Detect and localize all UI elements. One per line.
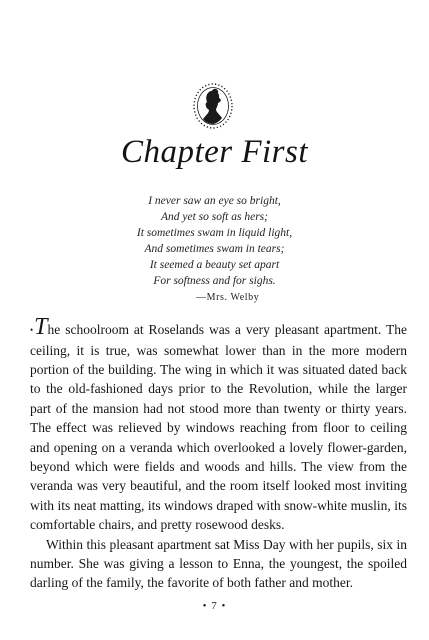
page-number: • 7 • bbox=[202, 600, 227, 612]
epigraph-line: And sometimes swam in tears; bbox=[144, 243, 285, 255]
epigraph-line: It sometimes swam in liquid light, bbox=[136, 227, 293, 239]
drop-cap: T bbox=[34, 314, 48, 340]
epigraph-line: I never saw an eye so bright, bbox=[148, 195, 281, 207]
epigraph-line: And yet so soft as hers; bbox=[160, 211, 268, 223]
body-text bbox=[30, 314, 407, 593]
cameo-silhouette-icon bbox=[189, 82, 237, 130]
paragraph-bullet: • bbox=[30, 325, 34, 336]
epigraph-line: For softness and for sighs. bbox=[153, 275, 276, 287]
epigraph-poem bbox=[0, 193, 429, 289]
paragraph-1-text: he schoolroom at Roselands was a very pleasant apartment. The ceiling, it is true, was somewhat lower than in the more modern portion of the building. The wing in which it was situated dated back to the old-fashioned days prior to the Revolution, while the larger part of the mansion had not stood more than twenty or thirty years. The effect was relieved by windows reaching from floor to ceiling and opening on a veranda which overlooked a lovely flower-garden, beyond which were fields and woods and hills. The view from the veranda was very beautiful, and the room itself looked most inviting with its neat matting, its windows draped with snow-white muslin, its comfortable chairs, and pretty rosewood desks. bbox=[30, 322, 407, 533]
paragraph-1 bbox=[30, 314, 407, 535]
chapter-title: Chapter First bbox=[120, 134, 309, 170]
epigraph-line: It seemed a beauty set apart bbox=[149, 259, 280, 271]
epigraph-attribution: —Mrs. Welby bbox=[196, 292, 260, 303]
paragraph-2: Within this pleasant apartment sat Miss Day with her pupils, six in number. She was giving a lesson to Enna, the youngest, the spoiled darling of the family, the favorite of both father and mother. bbox=[30, 536, 407, 591]
